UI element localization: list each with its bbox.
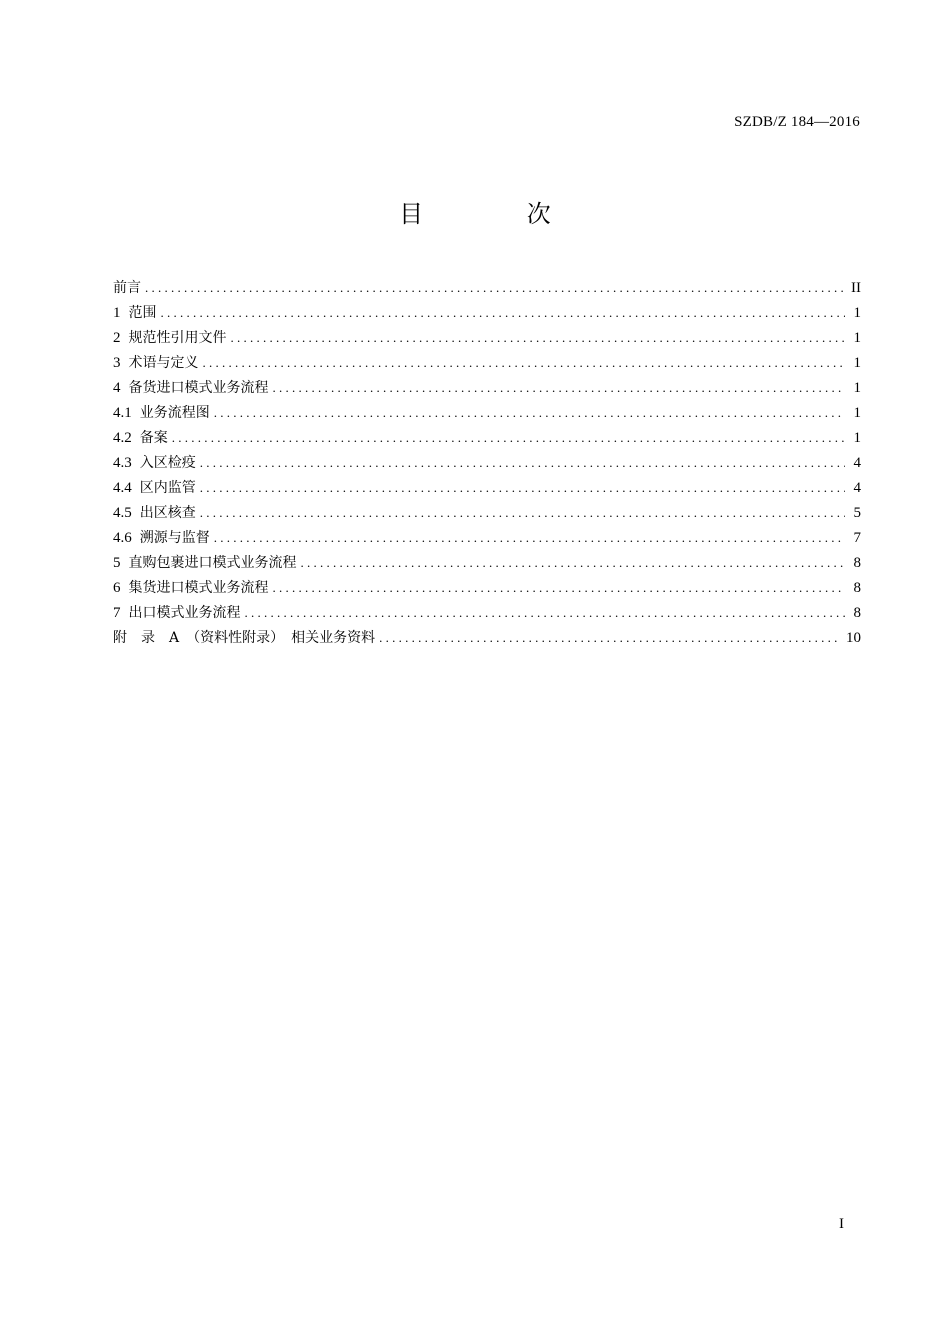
toc-entry-number: 3 bbox=[113, 355, 121, 371]
toc-entry-number: 7 bbox=[113, 605, 121, 621]
toc-entry-number: 4.4 bbox=[113, 480, 132, 496]
toc-entry-label: 出区核查 bbox=[139, 505, 196, 521]
toc-entry-number: 1 bbox=[113, 305, 121, 321]
toc-page-number: 8 bbox=[853, 580, 861, 596]
toc-dot-leader bbox=[214, 525, 845, 550]
toc-entry-label: 出口模式业务流程 bbox=[128, 605, 241, 621]
toc-entry-7[interactable] bbox=[113, 600, 861, 625]
toc-page-number: 7 bbox=[853, 530, 861, 546]
toc-page-number: 1 bbox=[853, 330, 861, 346]
toc-dot-leader bbox=[301, 550, 846, 575]
toc-entry-foreword[interactable] bbox=[113, 275, 861, 300]
toc-entry-number: 2 bbox=[113, 330, 121, 346]
toc-entry-4-2[interactable] bbox=[113, 425, 861, 450]
toc-entry-4-6[interactable] bbox=[113, 525, 861, 550]
toc-entry-label: 附 录 A （资料性附录） 相关业务资料 bbox=[113, 630, 376, 646]
toc-dot-leader bbox=[172, 425, 845, 450]
toc-entry-label: 入区检疫 bbox=[139, 455, 196, 471]
toc-entry-number: 4.1 bbox=[113, 405, 132, 421]
toc-page-number: 1 bbox=[853, 430, 861, 446]
toc-entry-label: 备货进口模式业务流程 bbox=[128, 380, 269, 396]
toc-dot-leader bbox=[161, 300, 846, 325]
toc-entry-5[interactable] bbox=[113, 550, 861, 575]
toc-entry-label: 直购包裹进口模式业务流程 bbox=[128, 555, 297, 571]
toc-entry-number: 4.5 bbox=[113, 505, 132, 521]
toc-dot-leader bbox=[203, 350, 846, 375]
page-title: 目 次 bbox=[399, 200, 599, 228]
toc-dot-leader bbox=[379, 625, 840, 650]
toc-entry-label: 区内监管 bbox=[139, 480, 196, 496]
toc-dot-leader bbox=[200, 450, 845, 475]
page-number: I bbox=[839, 1216, 844, 1232]
toc-dot-leader bbox=[214, 400, 845, 425]
toc-page-number: 8 bbox=[853, 605, 861, 621]
toc-entry-number: 5 bbox=[113, 555, 121, 571]
toc-dot-leader bbox=[200, 500, 845, 525]
toc-entry-3[interactable] bbox=[113, 350, 861, 375]
toc-entry-label: 备案 bbox=[139, 430, 168, 446]
toc-dot-leader bbox=[245, 600, 846, 625]
toc-page-number: 1 bbox=[853, 405, 861, 421]
toc-entry-label: 前言 bbox=[113, 280, 141, 296]
toc-page-number: 1 bbox=[853, 305, 861, 321]
toc-dot-leader bbox=[273, 575, 846, 600]
toc-entry-appendix-a[interactable] bbox=[113, 625, 861, 650]
table-of-contents bbox=[113, 275, 861, 650]
toc-entry-6[interactable] bbox=[113, 575, 861, 600]
toc-page-number: 5 bbox=[853, 505, 861, 521]
toc-entry-4-5[interactable] bbox=[113, 500, 861, 525]
toc-dot-leader bbox=[273, 375, 846, 400]
toc-entry-number: 4 bbox=[113, 380, 121, 396]
toc-dot-leader bbox=[200, 475, 845, 500]
toc-dot-leader bbox=[145, 275, 845, 300]
toc-entry-4-4[interactable] bbox=[113, 475, 861, 500]
toc-page-number: 1 bbox=[853, 355, 861, 371]
document-code: SZDB/Z 184—2016 bbox=[734, 114, 860, 130]
toc-entry-number: 4.3 bbox=[113, 455, 132, 471]
toc-entry-label: 规范性引用文件 bbox=[128, 330, 227, 346]
toc-entry-label: 术语与定义 bbox=[128, 355, 199, 371]
toc-entry-label: 范围 bbox=[128, 305, 157, 321]
toc-entry-2[interactable] bbox=[113, 325, 861, 350]
toc-page-number: 4 bbox=[853, 455, 861, 471]
toc-entry-label: 集货进口模式业务流程 bbox=[128, 580, 269, 596]
toc-entry-4-3[interactable] bbox=[113, 450, 861, 475]
toc-entry-number: 4.6 bbox=[113, 530, 132, 546]
toc-entry-4[interactable] bbox=[113, 375, 861, 400]
toc-entry-1[interactable] bbox=[113, 300, 861, 325]
toc-entry-label: 业务流程图 bbox=[139, 405, 210, 421]
toc-entry-number: 4.2 bbox=[113, 430, 132, 446]
toc-entry-4-1[interactable] bbox=[113, 400, 861, 425]
toc-page-number: 4 bbox=[853, 480, 861, 496]
toc-entry-number: 6 bbox=[113, 580, 121, 596]
toc-page-number: 8 bbox=[853, 555, 861, 571]
toc-page-number: 1 bbox=[853, 380, 861, 396]
toc-entry-label: 溯源与监督 bbox=[139, 530, 210, 546]
toc-page-number: 10 bbox=[846, 630, 861, 646]
toc-page-number: II bbox=[851, 280, 861, 296]
toc-dot-leader bbox=[231, 325, 846, 350]
